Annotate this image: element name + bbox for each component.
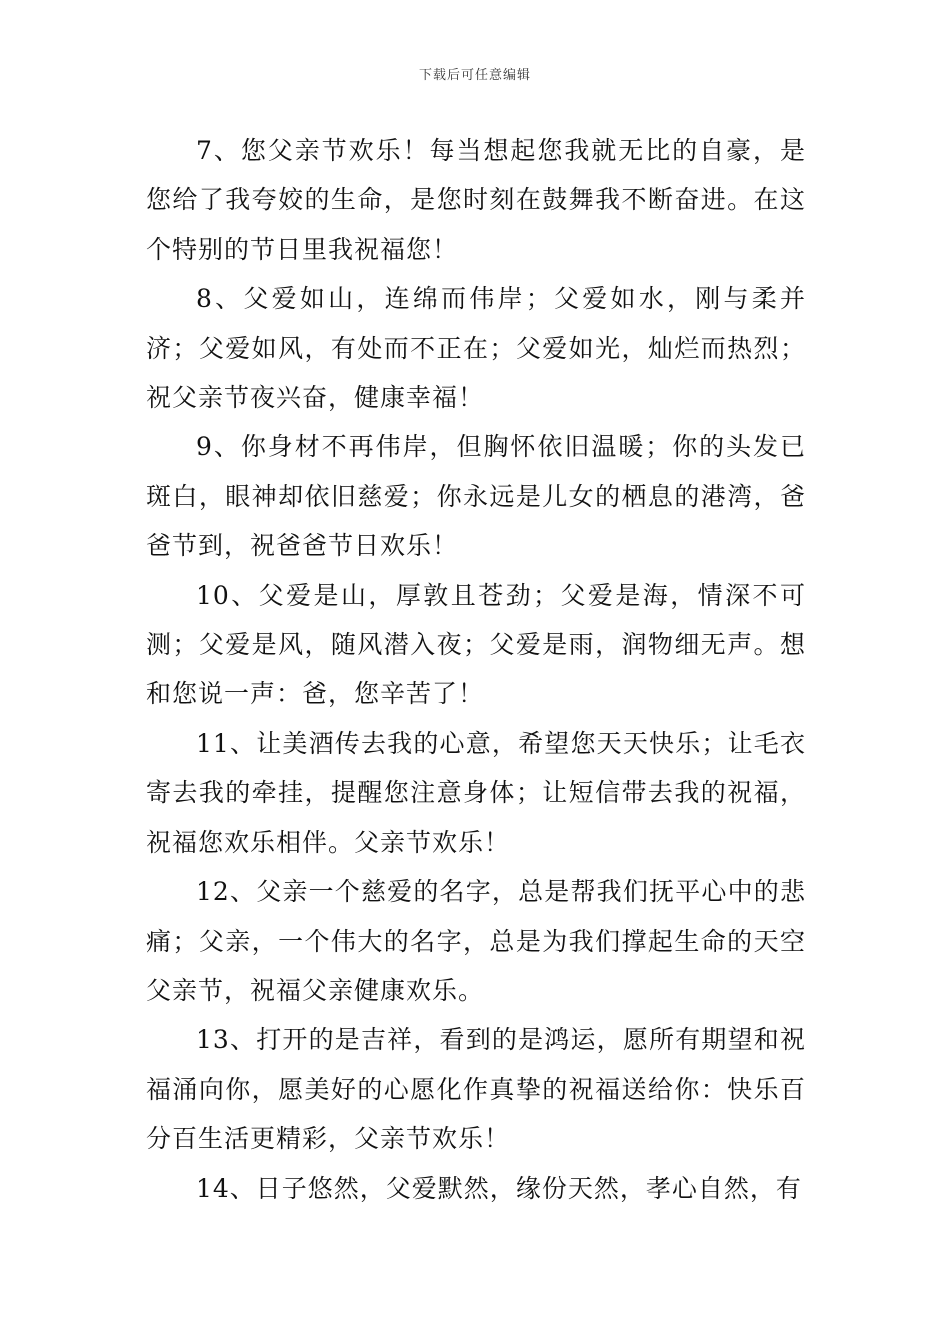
text-line: 7、您父亲节欢乐！每当想起您我就无比的自豪，是您	[146, 136, 806, 215]
paragraph-12	[146, 867, 806, 1015]
text-line: 白，眼神却依旧慈爱；你永远是儿女的栖息的港湾，爸爸	[146, 481, 806, 561]
text-line: 11、让美酒传去我的心意，希望您天天快乐；让毛衣	[196, 728, 806, 758]
text-line: 寄去我的牵挂，提醒您注意身体；让短信带去我的祝福，	[146, 778, 806, 808]
text-line: 父亲节，祝福父亲健康欢乐。	[146, 975, 485, 1005]
paragraph-14	[146, 1164, 806, 1213]
page-header-note: 下载后可任意编辑	[418, 68, 531, 83]
text-line: 10、父爱是山，厚敦且苍劲；父爱是海，情深不可测；	[146, 580, 806, 660]
text-line: 14、日子悠然，父爱默然，缘份天然，孝心自然，有	[196, 1173, 802, 1203]
text-line: 8、父爱如山，连绵而伟岸；父爱如水，刚与柔并济；	[146, 284, 806, 363]
paragraph-13	[146, 1015, 806, 1163]
paragraph-10	[146, 571, 806, 719]
text-line: 父爱是风，随风潜入夜；父爱是雨，润物细无声。想和您	[146, 630, 806, 709]
text-line: 节到，祝爸爸节日欢乐！	[172, 531, 459, 561]
paragraph-11	[146, 719, 806, 867]
text-line: 12、父亲一个慈爱的名字，总是帮我们抚平心中的悲	[196, 877, 806, 907]
paragraph-8	[146, 274, 806, 422]
text-line: 父爱如风，有处而不正在；父爱如光，灿烂而热烈；祝父	[146, 333, 806, 413]
document-body	[146, 126, 806, 1213]
text-line: 13、打开的是吉祥，看到的是鸿运，愿所有期望和祝	[196, 1025, 806, 1055]
text-line: 福涌向你，愿美好的心愿化作真挚的祝福送给你：快乐百	[146, 1074, 806, 1104]
text-line: 说一声：爸，您辛苦了！	[198, 679, 485, 709]
text-line: 痛；父亲，一个伟大的名字，总是为我们撑起生命的天空	[146, 926, 806, 956]
text-line: 分百生活更精彩，父亲节欢乐！	[146, 1124, 511, 1154]
text-line: 亲节夜兴奋，健康幸福！	[198, 383, 485, 413]
text-line: 祝福您欢乐相伴。父亲节欢乐！	[146, 827, 511, 857]
paragraph-9	[146, 422, 806, 570]
text-line: 给了我夸姣的生命，是您时刻在鼓舞我不断奋进。在这个	[146, 185, 806, 264]
text-line: 9、你身材不再伟岸，但胸怀依旧温暖；你的头发已斑	[146, 432, 806, 511]
paragraph-7	[146, 126, 806, 274]
text-line: 特别的节日里我祝福您！	[172, 234, 459, 264]
